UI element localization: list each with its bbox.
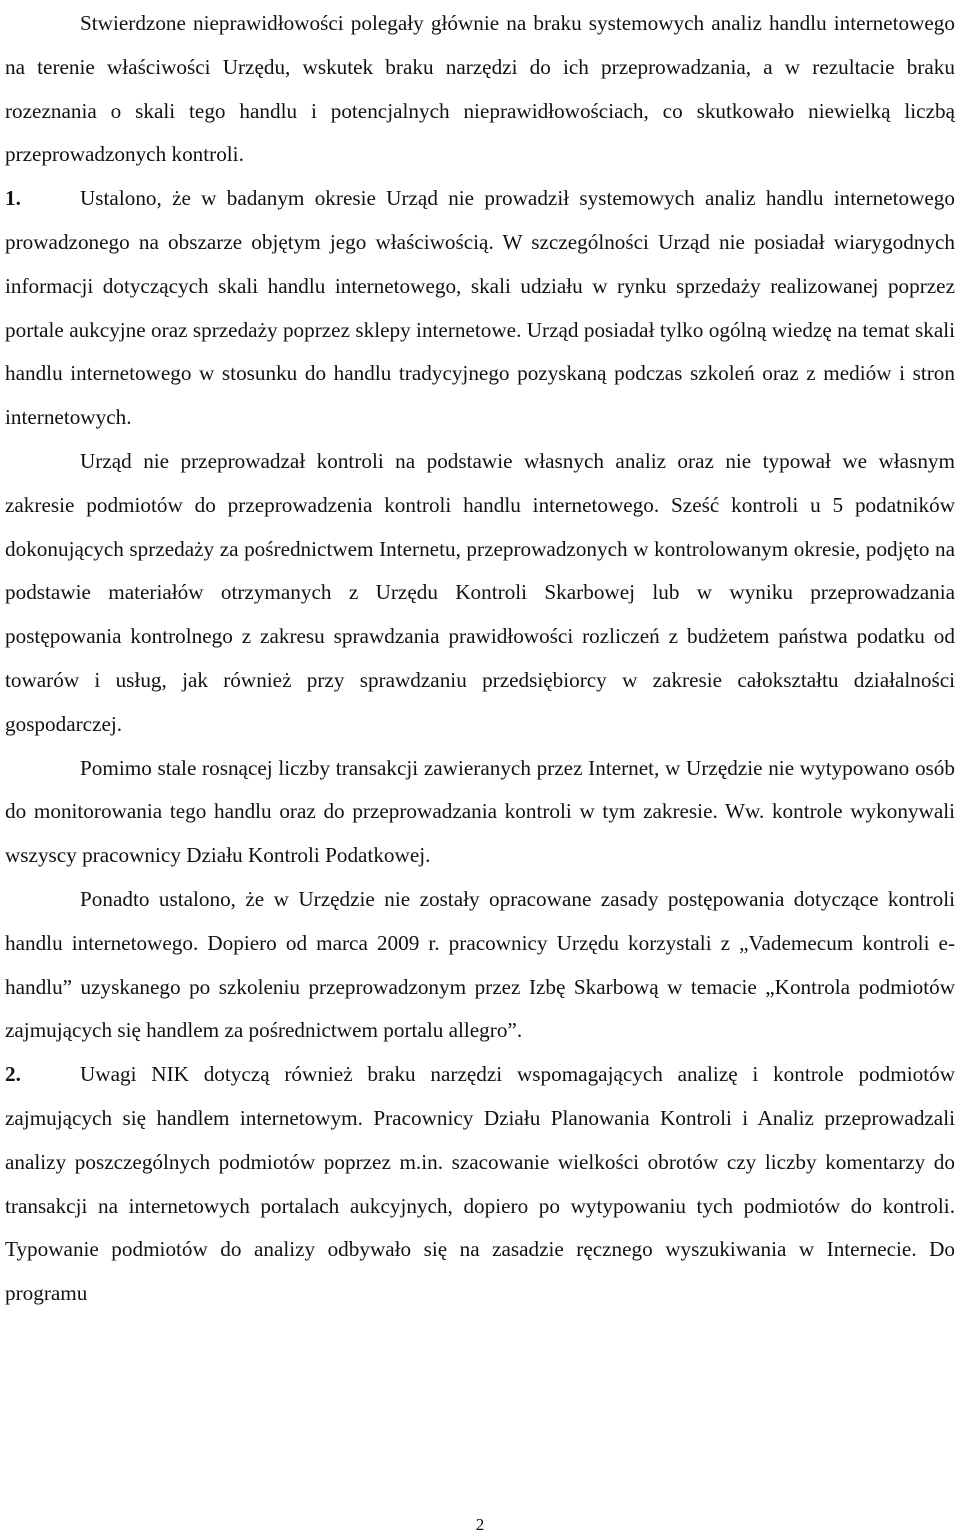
paragraph-text: Ponadto ustalono, że w Urzędzie nie zostały opracowane zasady postępowania dotyczące kontroli handlu internetowego. Dopiero od marca 2009 r. pracownicy Urzędu korzystali z „Vademecum kontroli e-handlu” uzyskanego po szkoleniu przeprowadzonym przez Izbę Skarbową w temacie „Kontrola podmiotów zajmujących się handlem za pośrednictwem portalu allegro”. [5, 886, 955, 1043]
paragraph-point-1 [5, 177, 955, 440]
paragraph-text: Urząd nie przeprowadzał kontroli na podstawie własnych analiz oraz nie typował we własnym zakresie podmiotów do przeprowadzenia kontroli handlu internetowego. Sześć kontroli u 5 podatników dokonujących sprzedaży za pośrednictwem Internetu, przeprowadzonych w kontrolowanym okresie, podjęto na podstawie materiałów otrzymanych z Urzędu Kontroli Skarbowej lub w wyniku przeprowadzania postępowania kontrolnego z zakresu sprawdzania prawidłowości rozliczeń z budżetem państwa podatku od towarów i usług, jak również przy sprawdzaniu przedsiębiorcy w zakresie całokształtu działalności gospodarczej. [5, 448, 955, 736]
paragraph-intro [5, 2, 955, 177]
point-number: 2. [5, 1062, 21, 1087]
paragraph-point-2 [5, 1053, 955, 1316]
paragraph-staff [5, 747, 955, 878]
paragraph-controls [5, 440, 955, 747]
document-page [5, 0, 955, 1316]
paragraph-text: Pomimo stale rosnącej liczby transakcji zawieranych przez Internet, w Urzędzie nie wytypowano osób do monitorowania tego handlu oraz do przeprowadzania kontroli w tym zakresie. Ww. kontrole wykonywali wszyscy pracownicy Działu Kontroli Podatkowej. [5, 755, 955, 868]
paragraph-text: Stwierdzone nieprawidłowości polegały głównie na braku systemowych analiz handlu internetowego na terenie właściwości Urzędu, wskutek braku narzędzi do ich przeprowadzania, a w rezultacie braku rozeznania o skali tego handlu i potencjalnych nieprawidłowościach, co skutkowało niewielką liczbą przeprowadzonych kontroli. [5, 11, 955, 167]
page-number: 2 [475, 1515, 485, 1534]
paragraph-text: Uwagi NIK dotyczą również braku narzędzi wspomagających analizę i kontrole podmiotów zajmujących się handlem internetowym. Pracownicy Działu Planowania Kontroli i Analiz przeprowadzali analizy poszczególnych podmiotów poprzez m.in. szacowanie wielkości obrotów czy liczby komentarzy do transakcji na internetowych portalach aukcyjnych, dopiero po wytypowaniu tych podmiotów do kontroli. Typowanie podmiotów do analizy odbywało się na zasadzie ręcznego wyszukiwania w Internecie. Do programu [5, 1062, 955, 1306]
paragraph-procedures [5, 878, 955, 1053]
point-number: 1. [5, 186, 21, 211]
paragraph-text: Ustalono, że w badanym okresie Urząd nie prowadził systemowych analiz handlu internetowego prowadzonego na obszarze objętym jego właściwością. W szczególności Urząd nie posiadał wiarygodnych informacji dotyczących skali handlu internetowego, skali udziału w rynku sprzedaży realizowanej poprzez portale aukcyjne oraz sprzedaży poprzez sklepy internetowe. Urząd posiadał tylko ogólną wiedzę na temat skali handlu internetowego w stosunku do handlu tradycyjnego pozyskaną podczas szkoleń oraz z mediów i stron internetowych. [5, 186, 955, 430]
